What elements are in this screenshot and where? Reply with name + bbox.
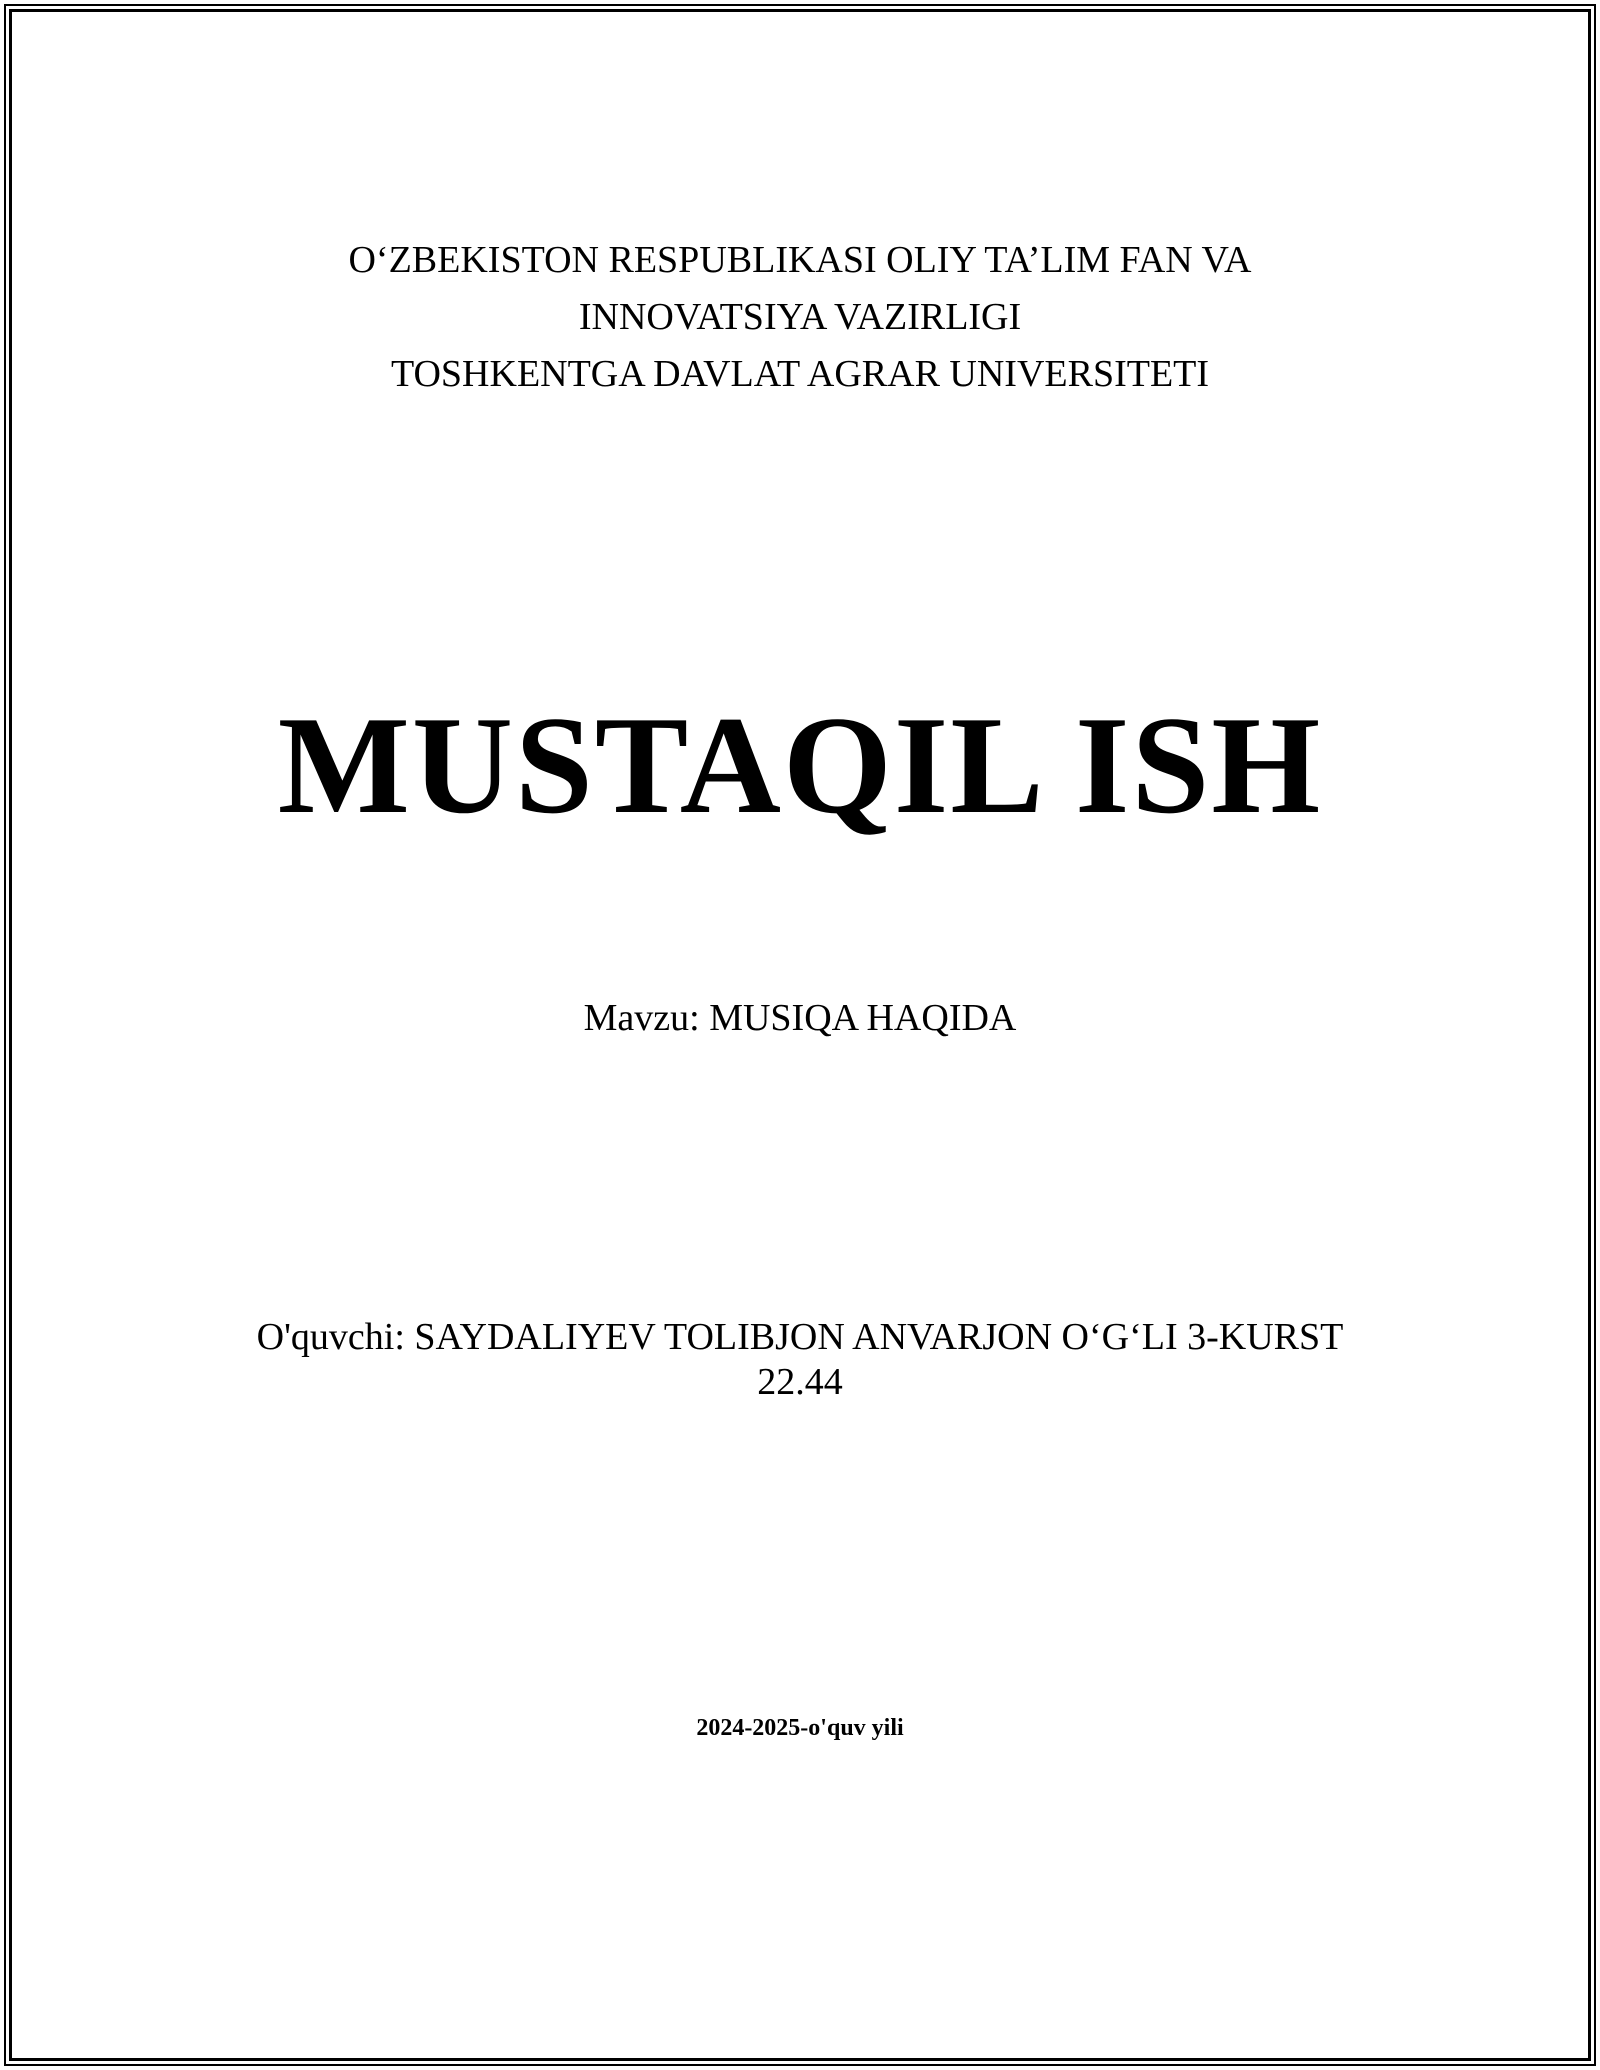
student-name-line: O'quvchi: SAYDALIYEV TOLIBJON ANVARJON O‘G‘LI 3-KURST [256,1316,1344,1358]
ministry-header [0,232,1600,403]
header-line-3: TOSHKENTGA DAVLAT AGRAR UNIVERSITETI [390,353,1210,395]
header-line-2: INNOVATSIYA VAZIRLIGI [578,296,1022,338]
student-info [0,1315,1600,1405]
academic-year-footer: 2024-2025-o'quv yili [696,1715,904,1741]
student-group-line: 22.44 [757,1361,843,1403]
header-line-1: O‘ZBEKISTON RESPUBLIKASI OLIY TA’LIM FAN VA [348,239,1252,281]
topic-line: Mavzu: MUSIQA HAQIDA [583,997,1017,1039]
document-title: MUSTAQIL ISH [277,688,1323,843]
